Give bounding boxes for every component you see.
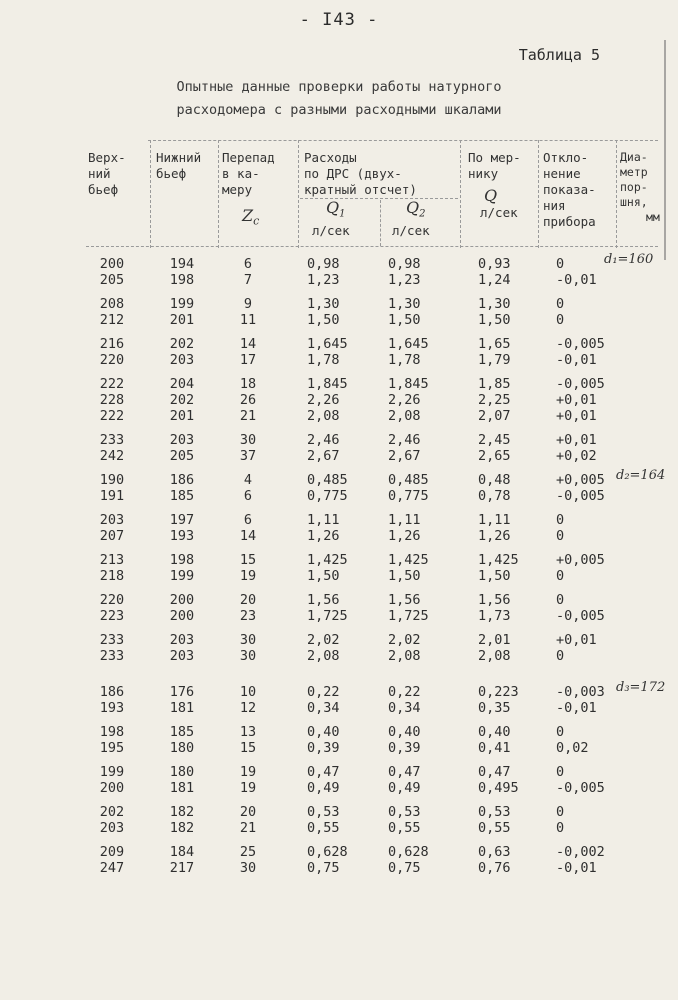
cell-upper-pool: 213 [99, 552, 125, 568]
flows-subheader-rule [300, 198, 458, 199]
cell-upper-pool: 195 [99, 740, 125, 756]
cell-meter-flow: 1,30 [478, 296, 511, 312]
header-q1: $Q_1$ л/сек [312, 198, 350, 238]
table-row [0, 648, 678, 664]
cell-flow-q2: 0,775 [388, 488, 429, 504]
table-row [0, 684, 678, 700]
cell-flow-q1: 1,425 [307, 552, 348, 568]
cell-flow-q2: 1,23 [388, 272, 421, 288]
cell-drop: 26 [239, 392, 257, 408]
cell-flow-q1: 0,628 [307, 844, 348, 860]
cell-drop: 19 [239, 780, 257, 796]
header-upper-pool: Верх- ний бьеф [88, 150, 126, 197]
cell-deviation: +0,01 [556, 392, 597, 408]
cell-flow-q2: 1,56 [388, 592, 421, 608]
cell-upper-pool: 205 [99, 272, 125, 288]
cell-drop: 13 [239, 724, 257, 740]
cell-drop: 30 [239, 432, 257, 448]
cell-deviation: -0,01 [556, 272, 597, 288]
cell-meter-flow: 0,63 [478, 844, 511, 860]
cell-drop: 11 [239, 312, 257, 328]
table-row [0, 352, 678, 368]
cell-deviation: 0 [556, 804, 565, 820]
cell-flow-q2: 1,50 [388, 568, 421, 584]
cell-flow-q2: 1,845 [388, 376, 429, 392]
cell-upper-pool: 212 [99, 312, 125, 328]
cell-meter-flow: 0,93 [478, 256, 511, 272]
cell-flow-q2: 0,49 [388, 780, 421, 796]
table-row [0, 700, 678, 716]
cell-deviation: 0 [556, 724, 565, 740]
cell-drop: 18 [239, 376, 257, 392]
cell-flow-q2: 2,08 [388, 408, 421, 424]
cell-lower-pool: 185 [169, 724, 195, 740]
cell-deviation: -0,005 [556, 488, 605, 504]
cell-lower-pool: 217 [169, 860, 195, 876]
cell-meter-flow: 2,08 [478, 648, 511, 664]
cell-upper-pool: 190 [99, 472, 125, 488]
drop-symbol: Z [242, 206, 254, 225]
cell-deviation: -0,01 [556, 352, 597, 368]
table-row [0, 512, 678, 528]
cell-upper-pool: 218 [99, 568, 125, 584]
cell-meter-flow: 0,55 [478, 820, 511, 836]
cell-lower-pool: 185 [169, 488, 195, 504]
cell-upper-pool: 209 [99, 844, 125, 860]
header-drop: Перепад в ка- меру $Z_c$ [222, 150, 275, 228]
table-row [0, 592, 678, 608]
diameter-note: d₂=164 [616, 468, 666, 483]
table-row [0, 780, 678, 796]
cell-flow-q1: 1,50 [307, 568, 340, 584]
cell-flow-q1: 0,47 [307, 764, 340, 780]
cell-upper-pool: 242 [99, 448, 125, 464]
cell-lower-pool: 182 [169, 820, 195, 836]
cell-lower-pool: 202 [169, 392, 195, 408]
table-row [0, 312, 678, 328]
cell-deviation: -0,005 [556, 608, 605, 624]
cell-deviation: 0 [556, 648, 565, 664]
cell-lower-pool: 201 [169, 408, 195, 424]
cell-drop: 6 [243, 256, 253, 272]
cell-flow-q1: 1,56 [307, 592, 340, 608]
cell-upper-pool: 228 [99, 392, 125, 408]
cell-meter-flow: 1,26 [478, 528, 511, 544]
column-divider [380, 200, 381, 246]
cell-lower-pool: 197 [169, 512, 195, 528]
cell-lower-pool: 184 [169, 844, 195, 860]
cell-deviation: 0 [556, 256, 565, 272]
header-meter: По мер- нику Q л/сек [468, 150, 521, 220]
cell-flow-q1: 1,30 [307, 296, 340, 312]
cell-upper-pool: 223 [99, 608, 125, 624]
table-row [0, 844, 678, 860]
cell-lower-pool: 194 [169, 256, 195, 272]
cell-drop: 21 [239, 408, 257, 424]
table-label: Таблица 5 [518, 46, 600, 64]
cell-lower-pool: 200 [169, 592, 195, 608]
header-q2: $Q_2$ л/сек [392, 198, 430, 238]
cell-flow-q2: 0,75 [388, 860, 421, 876]
cell-deviation: +0,005 [556, 472, 605, 488]
cell-lower-pool: 199 [169, 296, 195, 312]
cell-deviation: 0 [556, 592, 565, 608]
cell-flow-q2: 2,67 [388, 448, 421, 464]
cell-upper-pool: 191 [99, 488, 125, 504]
cell-deviation: 0 [556, 296, 565, 312]
cell-deviation: -0,005 [556, 376, 605, 392]
cell-flow-q2: 2,02 [388, 632, 421, 648]
cell-lower-pool: 193 [169, 528, 195, 544]
table-row [0, 724, 678, 740]
cell-deviation: +0,02 [556, 448, 597, 464]
cell-flow-q1: 2,46 [307, 432, 340, 448]
cell-flow-q1: 0,75 [307, 860, 340, 876]
cell-drop: 12 [239, 700, 257, 716]
header-deviation: Откло- нение показа- ния прибора [543, 150, 596, 229]
cell-flow-q2: 1,645 [388, 336, 429, 352]
cell-drop: 19 [239, 764, 257, 780]
cell-upper-pool: 233 [99, 632, 125, 648]
cell-upper-pool: 203 [99, 512, 125, 528]
cell-meter-flow: 1,65 [478, 336, 511, 352]
cell-upper-pool: 200 [99, 256, 125, 272]
cell-meter-flow: 1,425 [478, 552, 519, 568]
cell-flow-q1: 2,08 [307, 648, 340, 664]
cell-meter-flow: 0,223 [478, 684, 519, 700]
cell-flow-q2: 2,46 [388, 432, 421, 448]
cell-upper-pool: 220 [99, 592, 125, 608]
cell-flow-q2: 1,78 [388, 352, 421, 368]
table-row [0, 448, 678, 464]
cell-lower-pool: 202 [169, 336, 195, 352]
cell-lower-pool: 203 [169, 352, 195, 368]
cell-flow-q1: 2,26 [307, 392, 340, 408]
cell-drop: 9 [243, 296, 253, 312]
cell-flow-q1: 0,22 [307, 684, 340, 700]
table-row [0, 804, 678, 820]
cell-drop: 30 [239, 648, 257, 664]
cell-upper-pool: 233 [99, 648, 125, 664]
cell-deviation: 0 [556, 764, 565, 780]
column-divider [150, 140, 151, 248]
header-flows: Расходы по ДРС (двух- кратный отсчет) [304, 150, 417, 197]
table-row [0, 296, 678, 312]
cell-flow-q1: 0,39 [307, 740, 340, 756]
cell-drop: 14 [239, 528, 257, 544]
cell-meter-flow: 2,07 [478, 408, 511, 424]
cell-drop: 15 [239, 552, 257, 568]
cell-lower-pool: 203 [169, 632, 195, 648]
cell-meter-flow: 1,79 [478, 352, 511, 368]
cell-meter-flow: 1,11 [478, 512, 511, 528]
cell-lower-pool: 180 [169, 740, 195, 756]
cell-deviation: +0,01 [556, 632, 597, 648]
cell-lower-pool: 182 [169, 804, 195, 820]
cell-flow-q2: 1,26 [388, 528, 421, 544]
cell-lower-pool: 186 [169, 472, 195, 488]
cell-drop: 20 [239, 804, 257, 820]
table-row [0, 392, 678, 408]
table-row [0, 256, 678, 272]
cell-flow-q2: 0,39 [388, 740, 421, 756]
table-row [0, 764, 678, 780]
cell-flow-q1: 1,11 [307, 512, 340, 528]
cell-meter-flow: 0,35 [478, 700, 511, 716]
cell-meter-flow: 0,495 [478, 780, 519, 796]
cell-flow-q1: 0,40 [307, 724, 340, 740]
cell-flow-q1: 1,645 [307, 336, 348, 352]
caption-line-1: Опытные данные проверки работы натурного [176, 79, 502, 95]
cell-meter-flow: 0,78 [478, 488, 511, 504]
cell-meter-flow: 1,50 [478, 568, 511, 584]
cell-lower-pool: 181 [169, 780, 195, 796]
table-caption [0, 76, 678, 122]
cell-lower-pool: 203 [169, 432, 195, 448]
cell-flow-q1: 2,67 [307, 448, 340, 464]
cell-drop: 17 [239, 352, 257, 368]
cell-upper-pool: 193 [99, 700, 125, 716]
cell-flow-q2: 0,485 [388, 472, 429, 488]
cell-drop: 30 [239, 860, 257, 876]
cell-deviation: -0,002 [556, 844, 605, 860]
cell-lower-pool: 198 [169, 552, 195, 568]
cell-flow-q1: 1,845 [307, 376, 348, 392]
cell-flow-q1: 0,53 [307, 804, 340, 820]
cell-lower-pool: 176 [169, 684, 195, 700]
cell-upper-pool: 247 [99, 860, 125, 876]
cell-deviation: 0 [556, 568, 565, 584]
cell-flow-q1: 0,55 [307, 820, 340, 836]
cell-flow-q2: 0,628 [388, 844, 429, 860]
cell-drop: 37 [239, 448, 257, 464]
cell-upper-pool: 208 [99, 296, 125, 312]
table-row [0, 432, 678, 448]
cell-deviation: +0,01 [556, 408, 597, 424]
cell-deviation: +0,005 [556, 552, 605, 568]
cell-drop: 6 [243, 488, 253, 504]
cell-upper-pool: 220 [99, 352, 125, 368]
cell-upper-pool: 216 [99, 336, 125, 352]
cell-flow-q2: 1,425 [388, 552, 429, 568]
cell-drop: 15 [239, 740, 257, 756]
cell-flow-q2: 1,11 [388, 512, 421, 528]
table-row [0, 336, 678, 352]
cell-drop: 14 [239, 336, 257, 352]
column-divider [538, 140, 539, 248]
cell-upper-pool: 222 [99, 408, 125, 424]
cell-flow-q1: 1,50 [307, 312, 340, 328]
cell-meter-flow: 1,73 [478, 608, 511, 624]
cell-flow-q1: 0,34 [307, 700, 340, 716]
cell-deviation: 0 [556, 312, 565, 328]
table-row [0, 568, 678, 584]
table-row [0, 488, 678, 504]
cell-meter-flow: 1,24 [478, 272, 511, 288]
cell-meter-flow: 1,50 [478, 312, 511, 328]
cell-upper-pool: 202 [99, 804, 125, 820]
cell-meter-flow: 1,85 [478, 376, 511, 392]
cell-flow-q1: 1,725 [307, 608, 348, 624]
cell-meter-flow: 0,76 [478, 860, 511, 876]
cell-flow-q2: 0,22 [388, 684, 421, 700]
cell-flow-q2: 1,725 [388, 608, 429, 624]
cell-flow-q2: 0,34 [388, 700, 421, 716]
cell-drop: 7 [243, 272, 253, 288]
cell-flow-q2: 1,30 [388, 296, 421, 312]
cell-deviation: -0,003 [556, 684, 605, 700]
cell-flow-q1: 0,485 [307, 472, 348, 488]
cell-flow-q1: 0,98 [307, 256, 340, 272]
table-row [0, 272, 678, 288]
cell-flow-q1: 2,02 [307, 632, 340, 648]
cell-lower-pool: 199 [169, 568, 195, 584]
table-row [0, 528, 678, 544]
cell-lower-pool: 198 [169, 272, 195, 288]
cell-flow-q2: 0,40 [388, 724, 421, 740]
diameter-note: d₁=160 [604, 252, 654, 267]
cell-upper-pool: 200 [99, 780, 125, 796]
cell-meter-flow: 0,48 [478, 472, 511, 488]
cell-flow-q1: 2,08 [307, 408, 340, 424]
column-divider [460, 140, 461, 248]
cell-upper-pool: 233 [99, 432, 125, 448]
cell-meter-flow: 0,41 [478, 740, 511, 756]
cell-lower-pool: 200 [169, 608, 195, 624]
cell-drop: 4 [243, 472, 253, 488]
cell-drop: 10 [239, 684, 257, 700]
cell-flow-q1: 0,775 [307, 488, 348, 504]
cell-drop: 19 [239, 568, 257, 584]
cell-lower-pool: 201 [169, 312, 195, 328]
table-row [0, 860, 678, 876]
cell-flow-q1: 0,49 [307, 780, 340, 796]
table-row [0, 552, 678, 568]
cell-deviation: 0 [556, 528, 565, 544]
header-lower-pool: Нижний бьеф [156, 150, 202, 181]
column-divider [298, 140, 299, 248]
cell-flow-q2: 2,08 [388, 648, 421, 664]
header-bottom-rule [86, 246, 658, 247]
cell-meter-flow: 0,53 [478, 804, 511, 820]
table-row [0, 820, 678, 836]
binding-edge-mark [664, 40, 666, 260]
cell-lower-pool: 204 [169, 376, 195, 392]
table-row [0, 740, 678, 756]
cell-meter-flow: 0,40 [478, 724, 511, 740]
cell-flow-q2: 0,55 [388, 820, 421, 836]
cell-lower-pool: 205 [169, 448, 195, 464]
table-row [0, 408, 678, 424]
cell-deviation: 0 [556, 820, 565, 836]
cell-meter-flow: 0,47 [478, 764, 511, 780]
cell-drop: 20 [239, 592, 257, 608]
table-row [0, 632, 678, 648]
column-divider [616, 140, 617, 248]
cell-drop: 6 [243, 512, 253, 528]
cell-flow-q2: 0,47 [388, 764, 421, 780]
cell-upper-pool: 203 [99, 820, 125, 836]
header-top-rule [148, 140, 658, 141]
table-row [0, 608, 678, 624]
caption-line-2: расходомера с разными расходными шкалами [176, 102, 502, 118]
table-row [0, 472, 678, 488]
cell-drop: 21 [239, 820, 257, 836]
cell-lower-pool: 181 [169, 700, 195, 716]
diameter-note: d₃=172 [616, 680, 666, 695]
cell-deviation: -0,005 [556, 780, 605, 796]
cell-meter-flow: 1,56 [478, 592, 511, 608]
cell-drop: 25 [239, 844, 257, 860]
cell-drop: 23 [239, 608, 257, 624]
cell-drop: 30 [239, 632, 257, 648]
cell-deviation: 0,02 [556, 740, 589, 756]
cell-upper-pool: 198 [99, 724, 125, 740]
cell-deviation: +0,01 [556, 432, 597, 448]
cell-deviation: -0,01 [556, 860, 597, 876]
cell-flow-q2: 2,26 [388, 392, 421, 408]
page-number: - I43 - [299, 10, 379, 30]
cell-flow-q2: 0,53 [388, 804, 421, 820]
cell-flow-q1: 1,78 [307, 352, 340, 368]
cell-lower-pool: 180 [169, 764, 195, 780]
cell-upper-pool: 199 [99, 764, 125, 780]
cell-meter-flow: 2,65 [478, 448, 511, 464]
column-divider [218, 140, 219, 248]
cell-deviation: 0 [556, 512, 565, 528]
cell-deviation: -0,01 [556, 700, 597, 716]
cell-upper-pool: 207 [99, 528, 125, 544]
cell-meter-flow: 2,25 [478, 392, 511, 408]
cell-flow-q2: 1,50 [388, 312, 421, 328]
cell-upper-pool: 222 [99, 376, 125, 392]
cell-meter-flow: 2,01 [478, 632, 511, 648]
header-diameter: Диа- метр пор- шня, мм [620, 150, 660, 224]
cell-upper-pool: 186 [99, 684, 125, 700]
table-row [0, 376, 678, 392]
cell-flow-q1: 1,23 [307, 272, 340, 288]
cell-flow-q2: 0,98 [388, 256, 421, 272]
cell-flow-q1: 1,26 [307, 528, 340, 544]
cell-deviation: -0,005 [556, 336, 605, 352]
cell-meter-flow: 2,45 [478, 432, 511, 448]
cell-lower-pool: 203 [169, 648, 195, 664]
